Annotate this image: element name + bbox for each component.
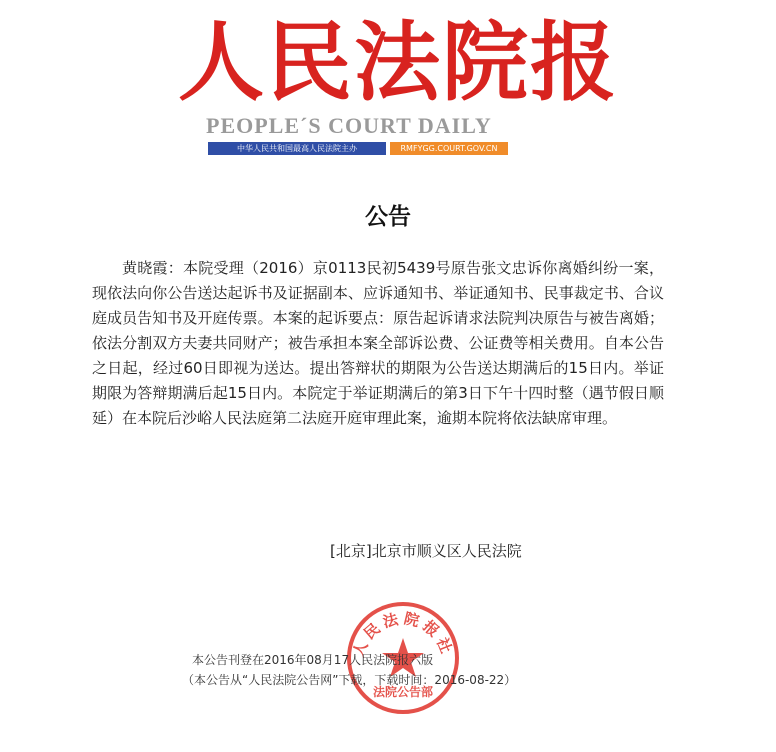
seal-bottom-text: 法院公告部 [372, 685, 434, 699]
publication-note: 本公告刊登在2016年08月17人民法院报六版 [192, 653, 434, 667]
masthead-subtitle: PEOPLE´S COURT DAILY [206, 113, 492, 138]
masthead-sponsor: 中华人民共和国最高人民法院主办 [208, 142, 386, 155]
issuing-court: [北京]北京市顺义区人民法院 [330, 542, 522, 560]
masthead-website: RMFYGG.COURT.GOV.CN [390, 142, 508, 155]
notice-title: 公告 [365, 204, 411, 230]
masthead-logo [178, 8, 618, 156]
download-note: （本公告从“人民法院公告网”下载，下载时间：2016-08-22） [182, 673, 517, 687]
masthead-title: 人民法院报 [178, 12, 618, 113]
notice-body: 黄晓霞：本院受理（2016）京0113民初5439号原告张文忠诉你离婚纠纷一案，现依法向你公告送达起诉书及证据副本、应诉通知书、举证通知书、民事裁定书、合议庭成员告知书及开庭传票。本案的起诉要点：原告起诉请求法院判决原告与被告离婚；依法分割双方夫妻共同财产；被告承担本案全部诉讼费、公证费等相关费用。自本公告之日起，经过60日即视为送达。提出答辩状的期限为公告送达期满后的15日内。举证期限为答辩期满后起15日内。本院定于举证期满后的第3日下午十四时整（遇节假日顺延）在本院后沙峪人民法庭第二法庭开庭审理此案，逾期本院将依法缺席审理。 [92, 259, 664, 427]
seal-arc-textpath: 人民法院报社 [349, 609, 457, 660]
